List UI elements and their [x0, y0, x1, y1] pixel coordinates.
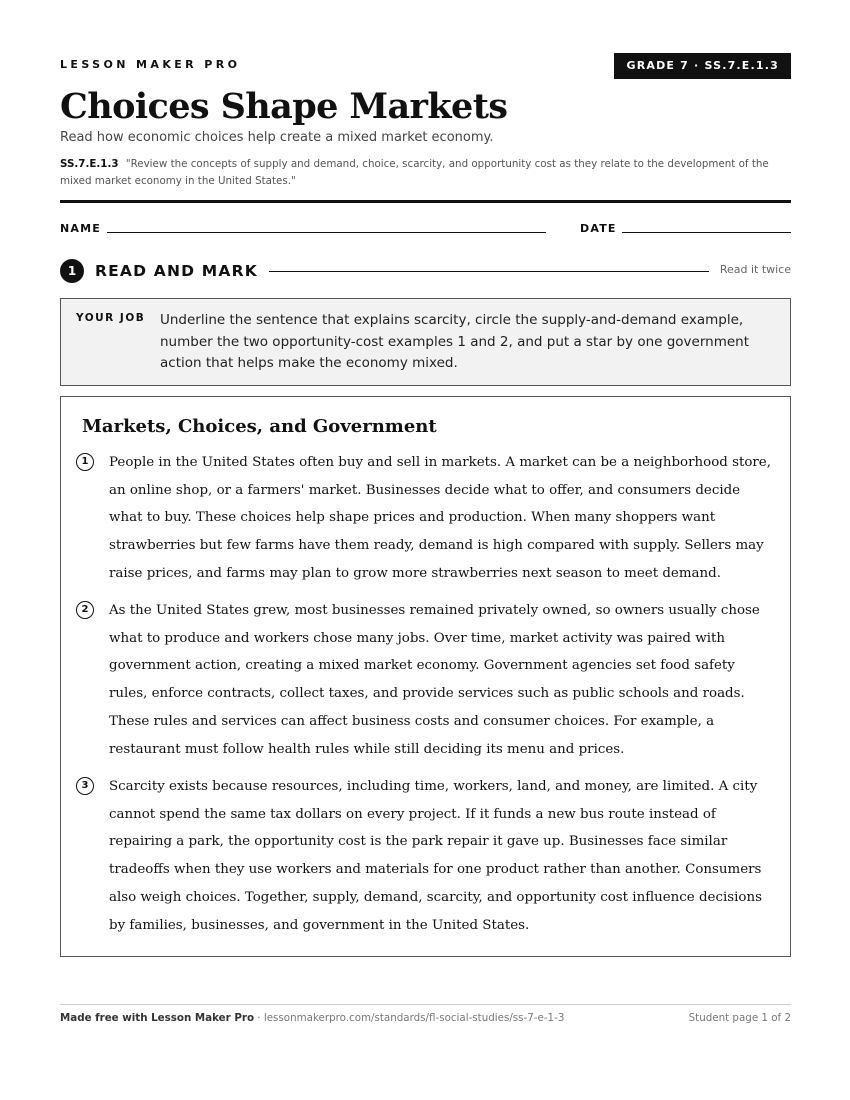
paragraph-number-3: 3: [76, 777, 94, 795]
instructions-text: Underline the sentence that explains scarcity, circle the supply-and-demand example, number the two opportunity-cost examples 1 and 2, and put a star by one government action that helps make the economy mixed.: [160, 312, 750, 371]
footer-divider: [60, 1004, 791, 1005]
section-title: READ AND MARK: [95, 262, 258, 280]
instructions-box: [60, 298, 791, 386]
instructions-label: YOUR JOB: [76, 312, 146, 324]
paragraph-number-2: 2: [76, 601, 94, 619]
reading-title: Markets, Choices, and Government: [82, 416, 437, 437]
name-field-line[interactable]: [107, 232, 546, 233]
footer-separator: ·: [254, 1012, 264, 1024]
section-note: Read it twice: [719, 263, 791, 276]
footer-page-number: Student page 1 of 2: [688, 1012, 791, 1024]
header-divider: [60, 200, 791, 203]
standard-code: SS.7.E.1.3: [60, 158, 119, 170]
grade-badge: GRADE 7 · SS.7.E.1.3: [614, 53, 791, 79]
reading-passage: [60, 396, 791, 957]
section-divider: [269, 271, 709, 272]
date-field-line[interactable]: [622, 232, 791, 233]
date-label: DATE: [580, 222, 617, 235]
footer-made-with: Made free with Lesson Maker Pro: [60, 1012, 255, 1024]
reading-paragraph-3: Scarcity exists because resources, including time, workers, land, and money, are limited. A city cannot spend the same tax dollars on every project. If it funds a new bus route instead of repairing a park, the opportunity cost is the park repair it gave up. Businesses face similar tradeoffs when they use workers and materials for one product rather than another. Consumers also weigh choices. Together, supply, demand, scarcity, and opportunity cost influence decisions by families, businesses, and government in the United States.: [109, 779, 762, 933]
reading-paragraph-2: As the United States grew, most businesses remained privately owned, so owners usually chose what to produce and workers chose many jobs. Over time, market activity was paired with government action, creating a mixed market economy. Government agencies set food safety rules, enforce contracts, collect taxes, and provide services such as public schools and roads. These rules and services can affect business costs and consumer choices. For example, a restaurant must follow health rules while still deciding its menu and prices.: [109, 603, 760, 757]
reading-paragraph-1: People in the United States often buy and sell in markets. A market can be a neighborhood store, an online shop, or a farmers' market. Businesses decide what to offer, and consumers decide what to buy. These choices help shape prices and production. When many shoppers want strawberries but few farms have them ready, demand is high compared with supply. Sellers may raise prices, and farms may plan to grow more strawberries next season to meet demand.: [109, 455, 771, 581]
page-title: Choices Shape Markets: [60, 86, 508, 127]
brand-name: LESSON MAKER PRO: [60, 58, 241, 71]
name-label: NAME: [60, 222, 101, 235]
page-subtitle: Read how economic choices help create a mixed market economy.: [60, 130, 494, 145]
standard-text: "Review the concepts of supply and demand, choice, scarcity, and opportunity cost as they relate to the development of the mixed market economy in the United States.": [60, 158, 769, 187]
footer-credit: [60, 1012, 564, 1024]
footer-url-link[interactable]: lessonmakerpro.com/standards/fl-social-studies/ss-7-e-1-3: [263, 1012, 565, 1024]
section-number-badge: 1: [60, 259, 84, 283]
standard-description: [60, 156, 791, 190]
paragraph-number-1: 1: [76, 453, 94, 471]
worksheet-page: [60, 0, 791, 1100]
